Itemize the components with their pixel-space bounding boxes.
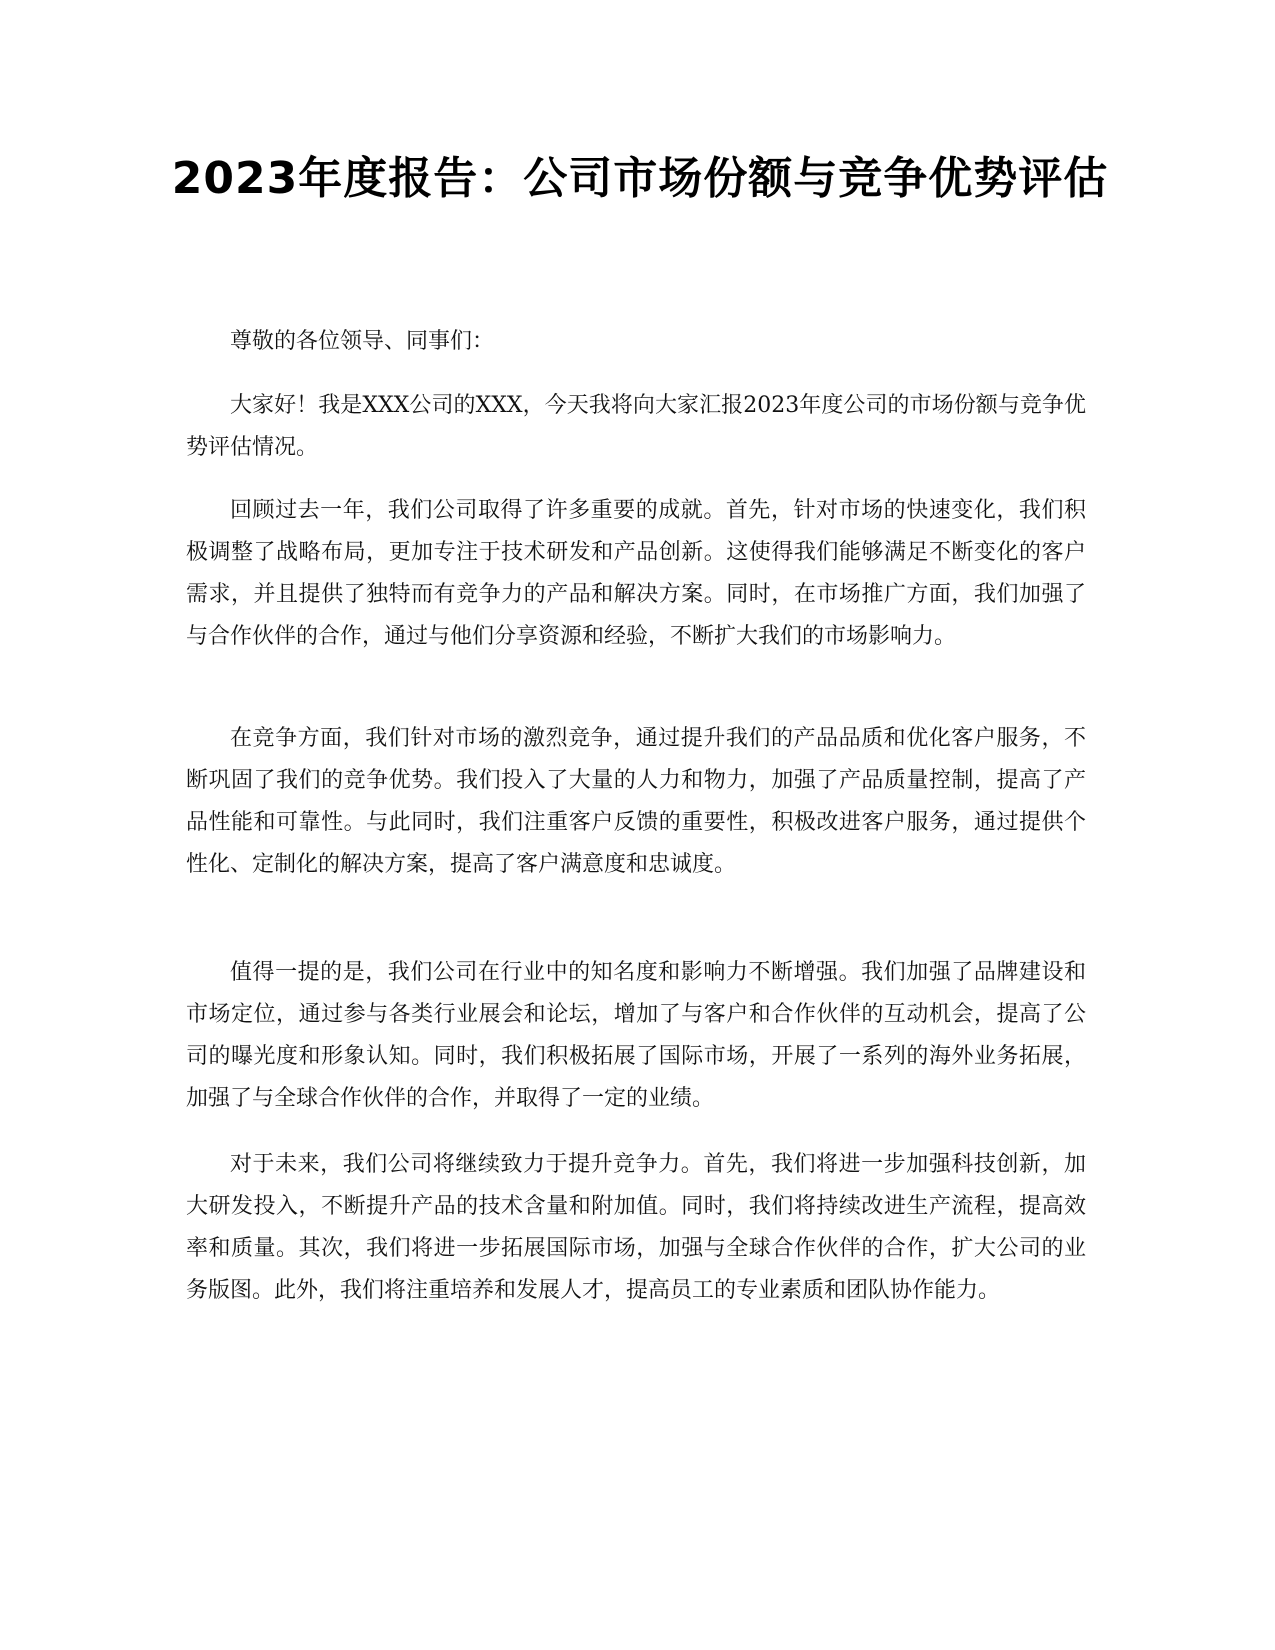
paragraph-brand: 值得一提的是，我们公司在行业中的知名度和影响力不断增强。我们加强了品牌建设和市场定位，通过参与各类行业展会和论坛，增加了与客户和合作伙伴的互动机会，提高了公司的曝光度和形象认知。同时，我们积极拓展了国际市场，开展了一系列的海外业务拓展，加强了与全球合作伙伴的合作，并取得了一定的业绩。 [186,960,1086,1111]
paragraph-competition: 在竞争方面，我们针对市场的激烈竞争，通过提升我们的产品品质和优化客户服务，不断巩固了我们的竞争优势。我们投入了大量的人力和物力，加强了产品质量控制，提高了产品性能和可靠性。与此同时，我们注重客户反馈的重要性，积极改进客户服务，通过提供个性化、定制化的解决方案，提高了客户满意度和忠诚度。 [186,726,1086,877]
paragraph-future: 对于未来，我们公司将继续致力于提升竞争力。首先，我们将进一步加强科技创新，加大研发投入，不断提升产品的技术含量和附加值。同时，我们将持续改进生产流程，提高效率和质量。其次，我们将进一步拓展国际市场，加强与全球合作伙伴的合作，扩大公司的业务版图。此外，我们将注重培养和发展人才，提高员工的专业素质和团队协作能力。 [186,1152,1086,1303]
paragraph-intro: 大家好！我是XXX公司的XXX，今天我将向大家汇报2023年度公司的市场份额与竞争优势评估情况。 [186,393,1086,460]
paragraph-review: 回顾过去一年，我们公司取得了许多重要的成就。首先，针对市场的快速变化，我们积极调整了战略布局，更加专注于技术研发和产品创新。这使得我们能够满足不断变化的客户需求，并且提供了独特而有竞争力的产品和解决方案。同时，在市场推广方面，我们加强了与合作伙伴的合作，通过与他们分享资源和经验，不断扩大我们的市场影响力。 [186,498,1086,649]
paragraph-greeting: 尊敬的各位领导、同事们： [230,329,495,354]
document-title: 2023年度报告：公司市场份额与竞争优势评估 [171,153,1109,204]
